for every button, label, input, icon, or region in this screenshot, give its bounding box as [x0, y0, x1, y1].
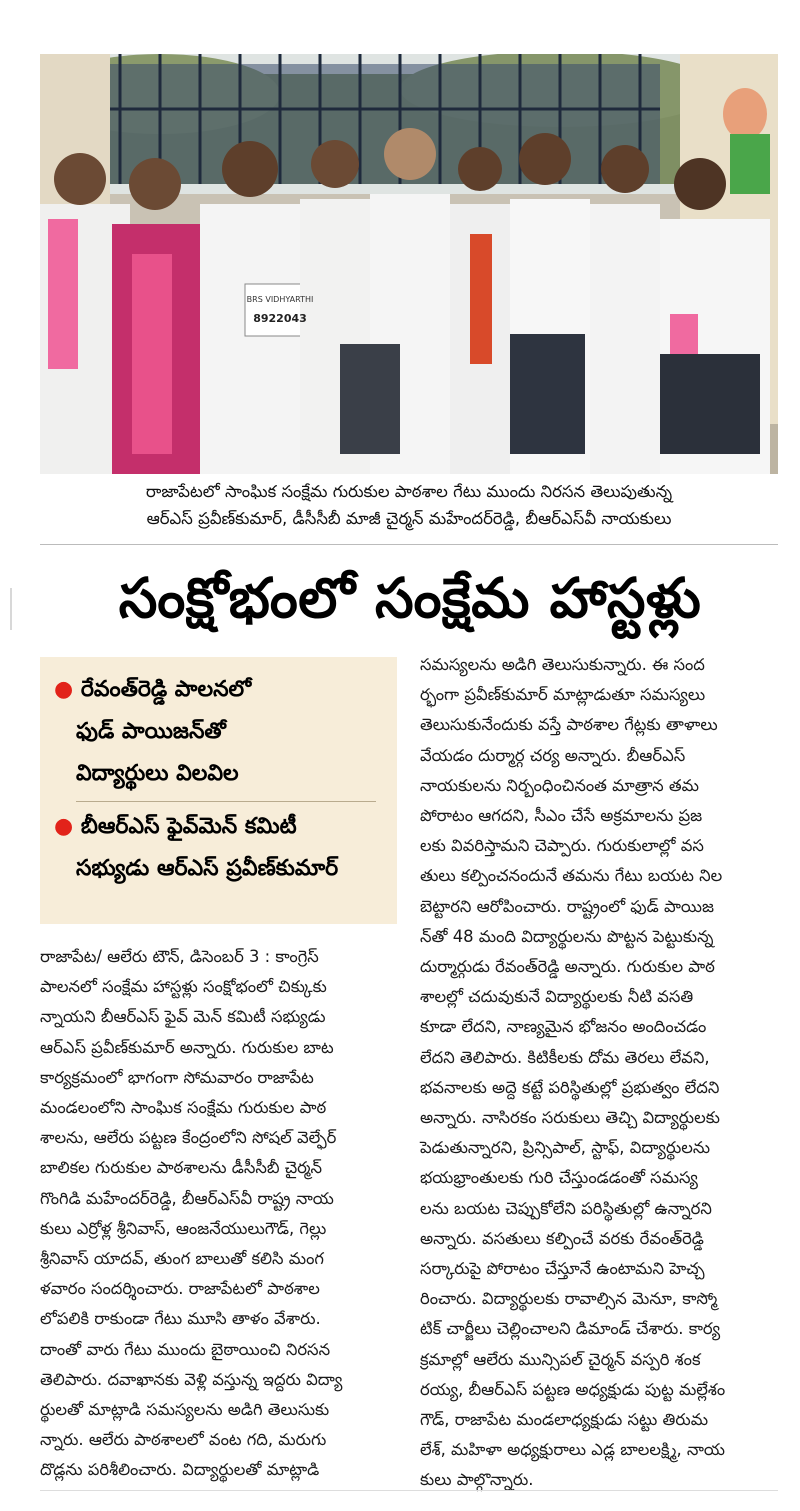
- highlight-point-1: [54, 669, 389, 711]
- article-body-left-column: రాజాపేట/ ఆలేరు టౌన్, డిసెంబర్ 3 : కాంగ్రెస్ పాలనలో సంక్షేమ హాస్టళ్లు సంక్షోభంలో చిక్కుకు న్నాయని బీఆర్ఎస్ ఫైవ్ మెన్ కమిటీ సభ్యుడు ఆర్ఎస్ ప్రవీణ్‌కుమార్ అన్నారు. గురుకుల బాట కార్యక్రమంలో భాగంగా సోమవారం రాజాపేట మండలంలోని సాంఘిక సంక్షేమ గురుకుల పాఠ శాలను, ఆలేరు పట్టణ కేంద్రంలోని సోషల్ వెల్ఫేర్ బాలికల గురుకుల పాఠశాలను డీసీసీబీ చైర్మన్ గొంగిడి మహేందర్‌రెడ్డి, బీఆర్ఎస్‌వీ రాష్ట్ర నాయ కులు ఎర్రోళ్ల శ్రీనివాస్, ఆంజనేయులుగౌడ్, గెల్లు శ్రీనివాస్ యాదవ్, తుంగ బాలుతో కలిసి మంగ ళవారం సందర్శించారు. రాజాపేటలో పాఠశాల లోపలికి రాకుండా గేటు మూసి తాళం వేశారు. దాంతో వారు గేటు ముందు బైఠాయించి నిరసన తెలిపారు. దవాఖానకు వెళ్లి వస్తున్న ఇద్దరు విద్యా ర్థులతో మాట్లాడి సమస్యలను అడిగి తెలుసుకు న్నారు. ఆలేరు పాఠశాలలో వంట గది, మరుగు దొడ్లను పరిశీలించారు. విద్యార్థులతో మాట్లాడి: [40, 947, 343, 1480]
- highlight-2-line-1: బీఆర్ఎస్ ఫైవ్‌మెన్ కమిటీ: [80, 814, 297, 839]
- highlight-divider: [76, 801, 376, 802]
- highlight-point-2: [54, 806, 389, 848]
- placard-number: 8922043: [253, 312, 307, 325]
- article-headline: సంక్షోభంలో సంక్షేమ హాస్టళ్లు: [118, 566, 702, 630]
- bullet-icon: ●: [54, 814, 81, 839]
- article-body-right-column: సమస్యలను అడిగి తెలుసుకున్నారు. ఈ సంద ర్భంగా ప్రవీణ్‌కుమార్ మాట్లాడుతూ సమస్యలు తెలుసుకునేందుకు వస్తే పాఠశాల గేట్లకు తాళాలు వేయడం దుర్మార్గ చర్య అన్నారు. బీఆర్ఎస్ నాయకులను నిర్బంధించినంత మాత్రాన తమ పోరాటం ఆగదని, సీఎం చేసే అక్రమాలను ప్రజ లకు వివరిస్తామని చెప్పారు. గురుకులాల్లో వస తులు కల్పించనందునే తమను గేటు బయట నిల బెట్టారని ఆరోపించారు. రాష్ట్రంలో ఫుడ్ పాయిజ న్‌తో 48 మంది విద్యార్థులను పొట్టన పెట్టుకున్న దుర్మార్గుడు రేవంత్‌రెడ్డి అన్నారు. గురుకుల పాఠ శాలల్లో చదువుకునే విద్యార్థులకు నీటి వసతి కూడా లేదని, నాణ్యమైన భోజనం అందించడం లేదని తెలిపారు. కిటికీలకు దోమ తెరలు లేవని, భవనాలకు అద్దె కట్టే పరిస్థితుల్లో ప్రభుత్వం లేదని అన్నారు. నాసిరకం సరుకులు తెచ్చి విద్యార్థులకు పెడుతున్నారని, ప్రిన్సిపాల్, స్టాఫ్, విద్యార్థులను భయభ్రాంతులకు గురి చేస్తుండడంతో సమస్య లను బయట చెప్పుకోలేని పరిస్థితుల్లో ఉన్నారని అన్నారు. వసతులు కల్పించే వరకు రేవంత్‌రెడ్డి సర్కారుపై పోరాటం చేస్తూనే ఉంటామని హెచ్చ రించారు. విద్యార్థులకు రావాల్సిన మెనూ, కాస్మో టిక్ చార్జీలు చెల్లించాలని డిమాండ్ చేశారు. కార్య క్రమాల్లో ఆలేరు మున్సిపల్ చైర్మన్ వస్పరి శంక రయ్య, బీఆర్ఎస్ పట్టణ అధ్యక్షుడు పుట్ట మల్లేశం గౌడ్, రాజాపేట మండలాధ్యక్షుడు సట్టు తిరుమ లేశ్, మహిళా అధ్యక్షురాలు ఎడ్ల బాలలక్ష్మి, నాయ కులు పాల్గొన్నారు.: [420, 655, 726, 1490]
- caption-line-2: ఆర్ఎస్ ప్రవీణ్‌కుమార్, డీసీసీబీ మాజీ చైర్మన్ మహేందర్‌రెడ్డి, బీఆర్ఎస్‌వీ నాయకులు: [146, 509, 672, 528]
- highlight-1-line-2: ఫుడ్ పాయిజన్‌తో: [76, 719, 226, 744]
- photo-caption: [40, 478, 778, 532]
- news-photo: [40, 54, 778, 474]
- highlight-1-line-1: రేవంత్‌రెడ్డి పాలనలో: [80, 677, 252, 702]
- bottom-divider: [40, 1490, 778, 1491]
- protest-photo-illustration: [40, 54, 778, 474]
- highlights-box: [40, 657, 397, 924]
- caption-divider: [40, 544, 778, 545]
- highlight-2-line-2: సభ్యుడు ఆర్ఎస్ ప్రవీణ్‌కుమార్: [76, 856, 339, 881]
- bullet-icon: ●: [54, 677, 81, 702]
- caption-line-1: రాజాపేటలో సాంఘిక సంక్షేమ గురుకుల పాఠశాల గేటు ముందు నిరసన తెలుపుతున్న: [145, 482, 673, 501]
- placard-title: BRS VIDHYARTHI: [246, 295, 314, 304]
- margin-rule: [10, 588, 12, 630]
- highlight-1-line-3: విద్యార్థులు విలవిల: [76, 761, 239, 786]
